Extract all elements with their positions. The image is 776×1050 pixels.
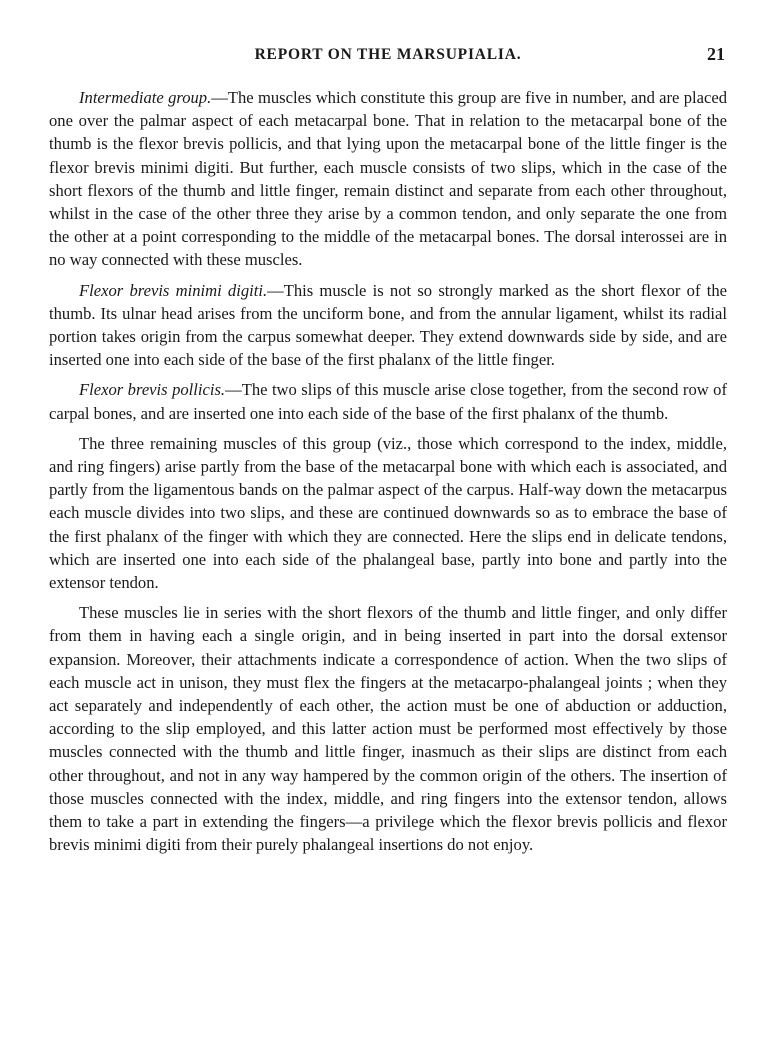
running-title: REPORT ON THE MARSUPIALIA. — [254, 46, 522, 63]
paragraph-heading: Flexor brevis pollicis. — [79, 380, 226, 400]
paragraph-intermediate-group — [49, 86, 727, 272]
paragraph-text: These muscles lie in series with the short flexors of the thumb and little finger, and only differ from them in having each a single origin, and in being inserted in part into the dorsal extensor expansion. Moreover, their attachments indicate a correspondence of action. When the two slips of each muscle act in unison, they must flex the fingers at the metacarpo-phalangeal joints ; when they act separately and independently of each other, the action must be one of abduction or adduction, according to the slip employed, and this latter action must be performed most effectively by those muscles connected with the thumb and little finger, inasmuch as their slips are distinct from each other throughout, and not in any way hampered by the common origin of the others. The insertion of those muscles connected with the index, middle, and ring fingers into the extensor tendon, allows them to take a part in extending the fingers—a privilege which the flexor brevis pollicis and flexor brevis minimi digiti from their purely phalangeal insertions do not enjoy. — [49, 603, 727, 855]
paragraph-text: —The muscles which constitute this group are five in number, and are placed one over the palmar aspect of each metacarpal bone. That in relation to the metacarpal bone of the thumb is the flexor brevis pollicis, and that lying upon the metacarpal bone of the little finger is the flexor brevis minimi digiti. But further, each muscle consists of two slips, which in the case of the short flexors of the thumb and little finger, remain distinct and separate from each other throughout, whilst in the case of the other three they arise by a common tendon, and only separate the one from the other at a point corresponding to the middle of the metacarpal bones. The dorsal interossei are in no way connected with these muscles. — [49, 88, 727, 270]
paragraph-text: —The two slips of this muscle arise close together, from the second row of carpal bones, and are inserted one into each side of the base of the first phalanx of the thumb. — [49, 380, 727, 423]
body-text — [49, 86, 727, 857]
paragraph-flexor-brevis-minimi-digiti — [49, 279, 727, 372]
paragraph-text: —This muscle is not so strongly marked as the short flexor of the thumb. Its ulnar head arises from the unciform bone, and from the annular ligament, whilst its radial portion takes origin from the carpus somewhat deeper. They extend downwards side by side, and are inserted one into each side of the base of the first phalanx of the little finger. — [49, 280, 727, 370]
page-number: 21 — [707, 44, 725, 64]
paragraph-heading: Intermediate group. — [79, 88, 212, 107]
paragraph-remaining-muscles — [49, 432, 727, 594]
paragraph-flexor-brevis-pollicis — [49, 378, 727, 424]
running-head — [49, 40, 727, 70]
page — [49, 40, 727, 864]
paragraph-heading: Flexor brevis minimi digiti. — [79, 280, 268, 300]
paragraph-text: The three remaining muscles of this group (viz., those which correspond to the index, middle, and ring fingers) arise partly from the base of the metacarpal bone with which each is associated, and partly from the ligamentous bands on the palmar aspect of the carpus. Half-way down the metacarpus each muscle divides into two slips, and these are continued downwards so as to embrace the base of the first phalanx of the finger with which they are connected. Here the slips end in delicate tendons, which are inserted one into each side of the phalangeal base, partly into bone and partly into the extensor tendon. — [49, 433, 727, 593]
paragraph-series-comparison — [49, 601, 727, 856]
